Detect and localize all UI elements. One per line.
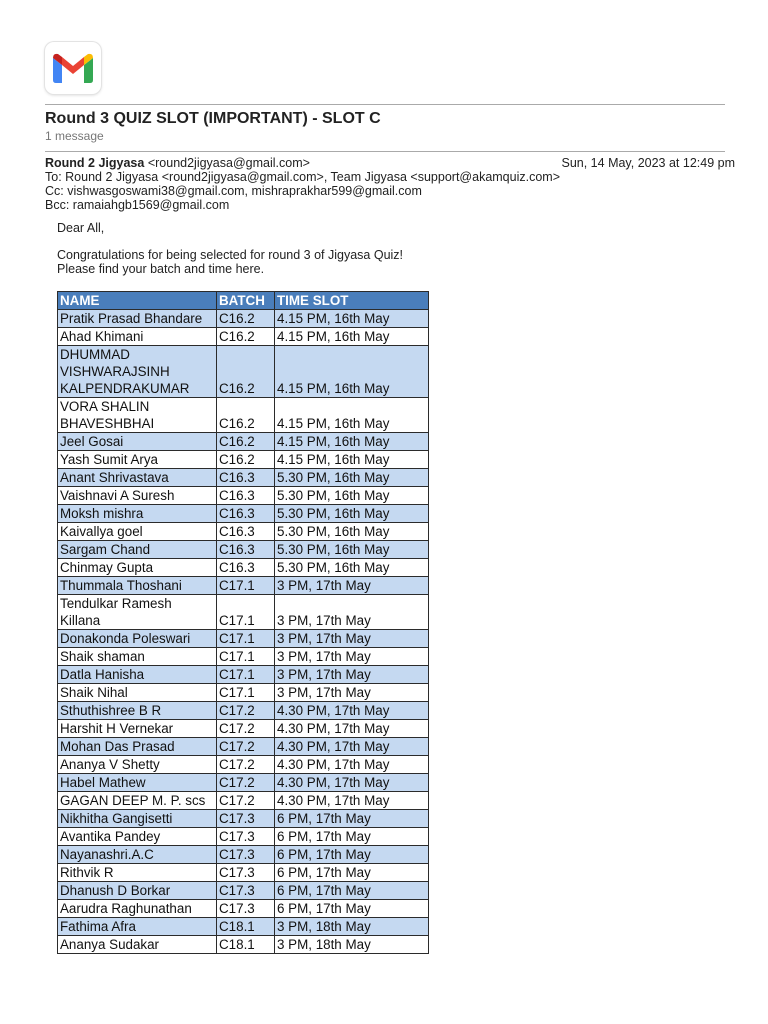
cell-batch: C17.2 <box>217 792 275 810</box>
cell-time-slot: 4.15 PM, 16th May <box>275 433 429 451</box>
cell-time-slot: 5.30 PM, 16th May <box>275 541 429 559</box>
cell-time-slot: 5.30 PM, 16th May <box>275 487 429 505</box>
cell-name: Jeel Gosai <box>58 433 217 451</box>
cell-name: Sthuthishree B R <box>58 702 217 720</box>
to-line: To: Round 2 Jigyasa <round2jigyasa@gmail.com>, Team Jigyasa <support@akamquiz.com> <box>45 170 560 184</box>
cell-batch: C17.1 <box>217 595 275 630</box>
cell-batch: C17.1 <box>217 630 275 648</box>
cell-name: Moksh mishra <box>58 505 217 523</box>
cell-batch: C17.1 <box>217 666 275 684</box>
cell-batch: C16.2 <box>217 398 275 433</box>
cell-time-slot: 3 PM, 17th May <box>275 630 429 648</box>
table-row <box>58 792 429 810</box>
table-row <box>58 433 429 451</box>
cell-name: Mohan Das Prasad <box>58 738 217 756</box>
cell-time-slot: 3 PM, 17th May <box>275 577 429 595</box>
cell-name: GAGAN DEEP M. P. scs <box>58 792 217 810</box>
cell-name: Aarudra Raghunathan <box>58 900 217 918</box>
cell-name: Thummala Thoshani <box>58 577 217 595</box>
cc-line: Cc: vishwasgoswami38@gmail.com, mishraprakhar599@gmail.com <box>45 184 422 198</box>
table-row <box>58 864 429 882</box>
cell-time-slot: 6 PM, 17th May <box>275 810 429 828</box>
email-subject: Round 3 QUIZ SLOT (IMPORTANT) - SLOT C <box>45 110 381 127</box>
cell-batch: C17.2 <box>217 738 275 756</box>
cell-time-slot: 3 PM, 17th May <box>275 666 429 684</box>
cell-name: DHUMMAD VISHWARAJSINH KALPENDRAKUMAR <box>58 346 217 398</box>
table-row <box>58 630 429 648</box>
table-row <box>58 328 429 346</box>
table-row <box>58 738 429 756</box>
gmail-logo-icon <box>45 42 101 94</box>
cell-time-slot: 4.30 PM, 17th May <box>275 720 429 738</box>
cell-name: Kaivallya goel <box>58 523 217 541</box>
table-row <box>58 469 429 487</box>
table-row <box>58 505 429 523</box>
header-divider <box>45 104 725 105</box>
cell-time-slot: 6 PM, 17th May <box>275 900 429 918</box>
cell-name: Dhanush D Borkar <box>58 882 217 900</box>
cell-batch: C16.3 <box>217 469 275 487</box>
table-row <box>58 918 429 936</box>
sender-name: Round 2 Jigyasa <box>45 156 145 170</box>
header-time-slot: TIME SLOT <box>275 292 429 310</box>
cell-batch: C17.3 <box>217 864 275 882</box>
table-row <box>58 346 429 398</box>
table-row <box>58 595 429 630</box>
sent-date: Sun, 14 May, 2023 at 12:49 pm <box>561 156 735 170</box>
cell-batch: C16.2 <box>217 346 275 398</box>
cell-time-slot: 3 PM, 17th May <box>275 684 429 702</box>
cell-batch: C17.2 <box>217 702 275 720</box>
cell-name: Donakonda Poleswari <box>58 630 217 648</box>
header-name: NAME <box>58 292 217 310</box>
cell-name: Ananya Sudakar <box>58 936 217 954</box>
cell-time-slot: 6 PM, 17th May <box>275 864 429 882</box>
cell-name: Fathima Afra <box>58 918 217 936</box>
cell-name: Rithvik R <box>58 864 217 882</box>
cell-batch: C18.1 <box>217 936 275 954</box>
cell-time-slot: 5.30 PM, 16th May <box>275 505 429 523</box>
table-row <box>58 648 429 666</box>
cell-batch: C16.2 <box>217 451 275 469</box>
cell-time-slot: 4.30 PM, 17th May <box>275 792 429 810</box>
gmail-m-glyph <box>53 53 93 83</box>
message-count: 1 message <box>45 129 104 143</box>
table-row <box>58 666 429 684</box>
cell-batch: C18.1 <box>217 918 275 936</box>
cell-name: Harshit H Vernekar <box>58 720 217 738</box>
table-row <box>58 900 429 918</box>
cell-time-slot: 3 PM, 18th May <box>275 936 429 954</box>
cell-time-slot: 4.30 PM, 17th May <box>275 756 429 774</box>
cell-time-slot: 4.15 PM, 16th May <box>275 451 429 469</box>
cell-batch: C16.2 <box>217 433 275 451</box>
body-line-1: Congratulations for being selected for round 3 of Jigyasa Quiz! <box>57 248 404 262</box>
bcc-line: Bcc: ramaiahgb1569@gmail.com <box>45 198 230 212</box>
message-header <box>45 156 735 212</box>
table-row <box>58 846 429 864</box>
cell-name: Habel Mathew <box>58 774 217 792</box>
cell-name: Ananya V Shetty <box>58 756 217 774</box>
cell-batch: C16.3 <box>217 505 275 523</box>
cell-time-slot: 4.30 PM, 17th May <box>275 702 429 720</box>
cell-batch: C17.3 <box>217 882 275 900</box>
cell-time-slot: 3 PM, 18th May <box>275 918 429 936</box>
cell-name: Pratik Prasad Bhandare <box>58 310 217 328</box>
cell-batch: C17.3 <box>217 846 275 864</box>
table-row <box>58 577 429 595</box>
greeting: Dear All, <box>57 221 105 235</box>
cell-name: Datla Hanisha <box>58 666 217 684</box>
cell-name: Shaik shaman <box>58 648 217 666</box>
cell-time-slot: 5.30 PM, 16th May <box>275 523 429 541</box>
table-body <box>58 310 429 954</box>
thread-divider <box>45 151 725 152</box>
table-header-row <box>58 292 429 310</box>
cell-batch: C16.3 <box>217 541 275 559</box>
cell-name: Sargam Chand <box>58 541 217 559</box>
table-row <box>58 756 429 774</box>
cell-name: Avantika Pandey <box>58 828 217 846</box>
cell-batch: C16.3 <box>217 559 275 577</box>
cell-name: VORA SHALIN BHAVESHBHAI <box>58 398 217 433</box>
cell-time-slot: 3 PM, 17th May <box>275 648 429 666</box>
cell-name: Nayanashri.A.C <box>58 846 217 864</box>
table-row <box>58 702 429 720</box>
table-row <box>58 936 429 954</box>
cell-batch: C17.1 <box>217 684 275 702</box>
cell-batch: C16.3 <box>217 523 275 541</box>
table-row <box>58 523 429 541</box>
cell-time-slot: 5.30 PM, 16th May <box>275 559 429 577</box>
cell-time-slot: 6 PM, 17th May <box>275 846 429 864</box>
cell-batch: C17.1 <box>217 648 275 666</box>
cell-time-slot: 4.15 PM, 16th May <box>275 310 429 328</box>
cell-batch: C16.3 <box>217 487 275 505</box>
slot-table <box>57 291 429 954</box>
cell-batch: C16.2 <box>217 328 275 346</box>
header-batch: BATCH <box>217 292 275 310</box>
message-body <box>57 221 403 276</box>
body-line-2: Please find your batch and time here. <box>57 262 265 276</box>
cell-name: Yash Sumit Arya <box>58 451 217 469</box>
cell-time-slot: 6 PM, 17th May <box>275 882 429 900</box>
table-row <box>58 487 429 505</box>
table-row <box>58 451 429 469</box>
cell-batch: C17.3 <box>217 900 275 918</box>
table-row <box>58 398 429 433</box>
cell-batch: C17.3 <box>217 810 275 828</box>
table-row <box>58 882 429 900</box>
cell-name: Anant Shrivastava <box>58 469 217 487</box>
cell-time-slot: 4.30 PM, 17th May <box>275 774 429 792</box>
cell-name: Shaik Nihal <box>58 684 217 702</box>
cell-name: Ahad Khimani <box>58 328 217 346</box>
table-row <box>58 541 429 559</box>
cell-batch: C17.2 <box>217 720 275 738</box>
cell-time-slot: 3 PM, 17th May <box>275 595 429 630</box>
table-row <box>58 559 429 577</box>
cell-batch: C17.1 <box>217 577 275 595</box>
cell-name: Nikhitha Gangisetti <box>58 810 217 828</box>
cell-time-slot: 4.30 PM, 17th May <box>275 738 429 756</box>
cell-time-slot: 5.30 PM, 16th May <box>275 469 429 487</box>
table-row <box>58 774 429 792</box>
sender-email: <round2jigyasa@gmail.com> <box>147 156 310 170</box>
cell-time-slot: 4.15 PM, 16th May <box>275 328 429 346</box>
cell-batch: C17.2 <box>217 774 275 792</box>
cell-batch: C16.2 <box>217 310 275 328</box>
cell-name: Chinmay Gupta <box>58 559 217 577</box>
cell-batch: C17.3 <box>217 828 275 846</box>
table-row <box>58 684 429 702</box>
cell-batch: C17.2 <box>217 756 275 774</box>
cell-name: Vaishnavi A Suresh <box>58 487 217 505</box>
table-row <box>58 310 429 328</box>
cell-time-slot: 6 PM, 17th May <box>275 828 429 846</box>
table-row <box>58 810 429 828</box>
table-row <box>58 828 429 846</box>
cell-time-slot: 4.15 PM, 16th May <box>275 398 429 433</box>
table-row <box>58 720 429 738</box>
cell-time-slot: 4.15 PM, 16th May <box>275 346 429 398</box>
cell-name: Tendulkar Ramesh Killana <box>58 595 217 630</box>
